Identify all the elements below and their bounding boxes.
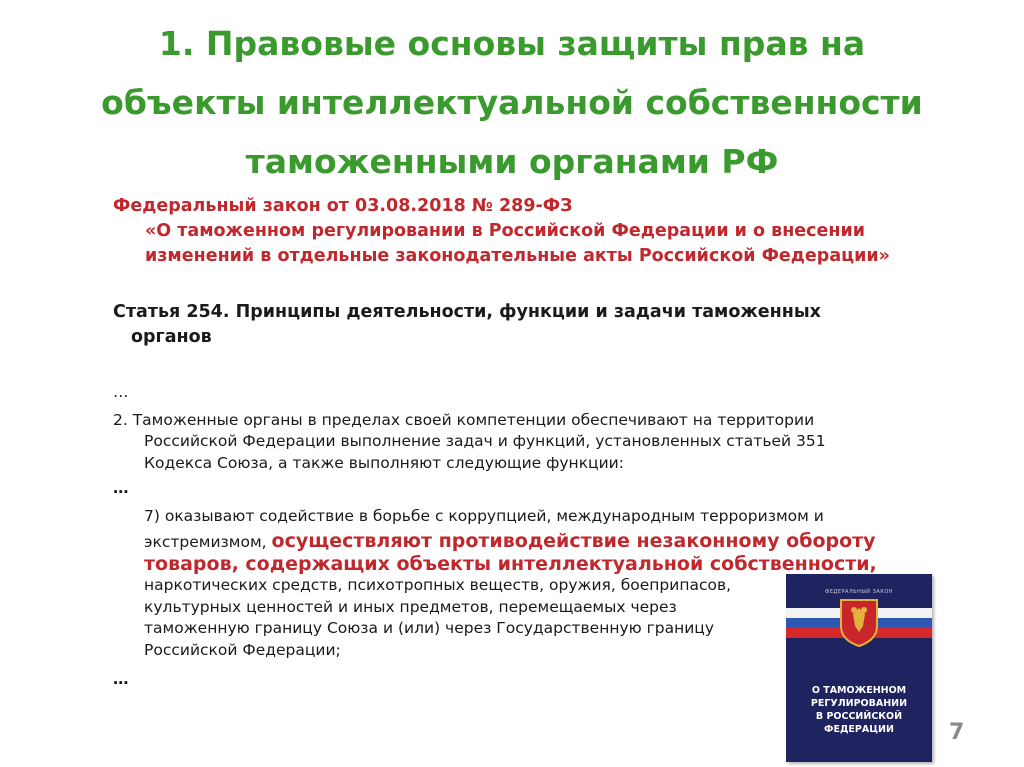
article-heading xyxy=(113,300,913,350)
title-line: объекты интеллектуальной собственности xyxy=(101,83,923,122)
book-title xyxy=(786,684,932,736)
paragraph-7-line: наркотических средств, психотропных веществ, оружия, боеприпасов, xyxy=(144,576,732,594)
highlighted-text: осуществляют противодействие незаконному обороту xyxy=(271,530,876,552)
coat-of-arms-icon xyxy=(837,596,881,648)
title-line: 1. Правовые основы защиты прав на xyxy=(158,24,866,63)
paragraph-7-line: культурных ценностей и иных предметов, перемещаемых через xyxy=(144,597,677,616)
paragraph-7-line xyxy=(113,531,973,554)
article-heading-line: органов xyxy=(131,327,212,347)
page-number: 7 xyxy=(949,720,965,745)
highlighted-text: товаров, содержащих объекты интеллектуальной собственности, xyxy=(144,552,877,575)
book-title-line: О ТАМОЖЕННОМ xyxy=(811,685,907,696)
book-title-line: РЕГУЛИРОВАНИИ xyxy=(810,698,908,709)
ellipsis: … xyxy=(113,670,129,688)
slide-title xyxy=(40,14,984,191)
law-subtitle-line: «О таможенном регулировании в Российской Федерации и о внесении xyxy=(145,221,866,241)
paragraph-7-line: таможенную границу Союза и (или) через Государственную границу xyxy=(144,619,715,637)
law-book-cover-image xyxy=(786,574,932,762)
paragraph-7-line: 7) оказывают содействие в борьбе с коррупцией, международным терроризмом и xyxy=(144,506,824,525)
title-line: таможенными органами РФ xyxy=(245,142,779,181)
book-title-line: В РОССИЙСКОЙ xyxy=(815,711,903,722)
book-top-label: ФЕДЕРАЛЬНЫЙ ЗАКОН xyxy=(824,589,894,595)
law-reference xyxy=(113,194,993,269)
ellipsis: … xyxy=(113,479,129,497)
article-heading-line: Статья 254. Принципы деятельности, функции и задачи таможенных xyxy=(113,302,821,322)
law-subtitle-line: изменений в отдельные законодательные акты Российской Федерации» xyxy=(145,246,890,266)
paragraph-7-text: экстремизмом, xyxy=(144,533,272,551)
paragraph-2-line: Российской Федерации выполнение задач и функций, установленных статьей 351 xyxy=(144,432,826,450)
law-name: Федеральный закон от 03.08.2018 № 289-ФЗ xyxy=(113,196,573,216)
paragraph-2-line: Кодекса Союза, а также выполняют следующие функции: xyxy=(144,453,624,472)
paragraph-2-line: 2. Таможенные органы в пределах своей компетенции обеспечивают на территории xyxy=(113,410,815,429)
paragraph-7-line: Российской Федерации; xyxy=(144,640,341,659)
book-title-line: ФЕДЕРАЦИИ xyxy=(824,724,894,735)
ellipsis: … xyxy=(113,383,129,401)
